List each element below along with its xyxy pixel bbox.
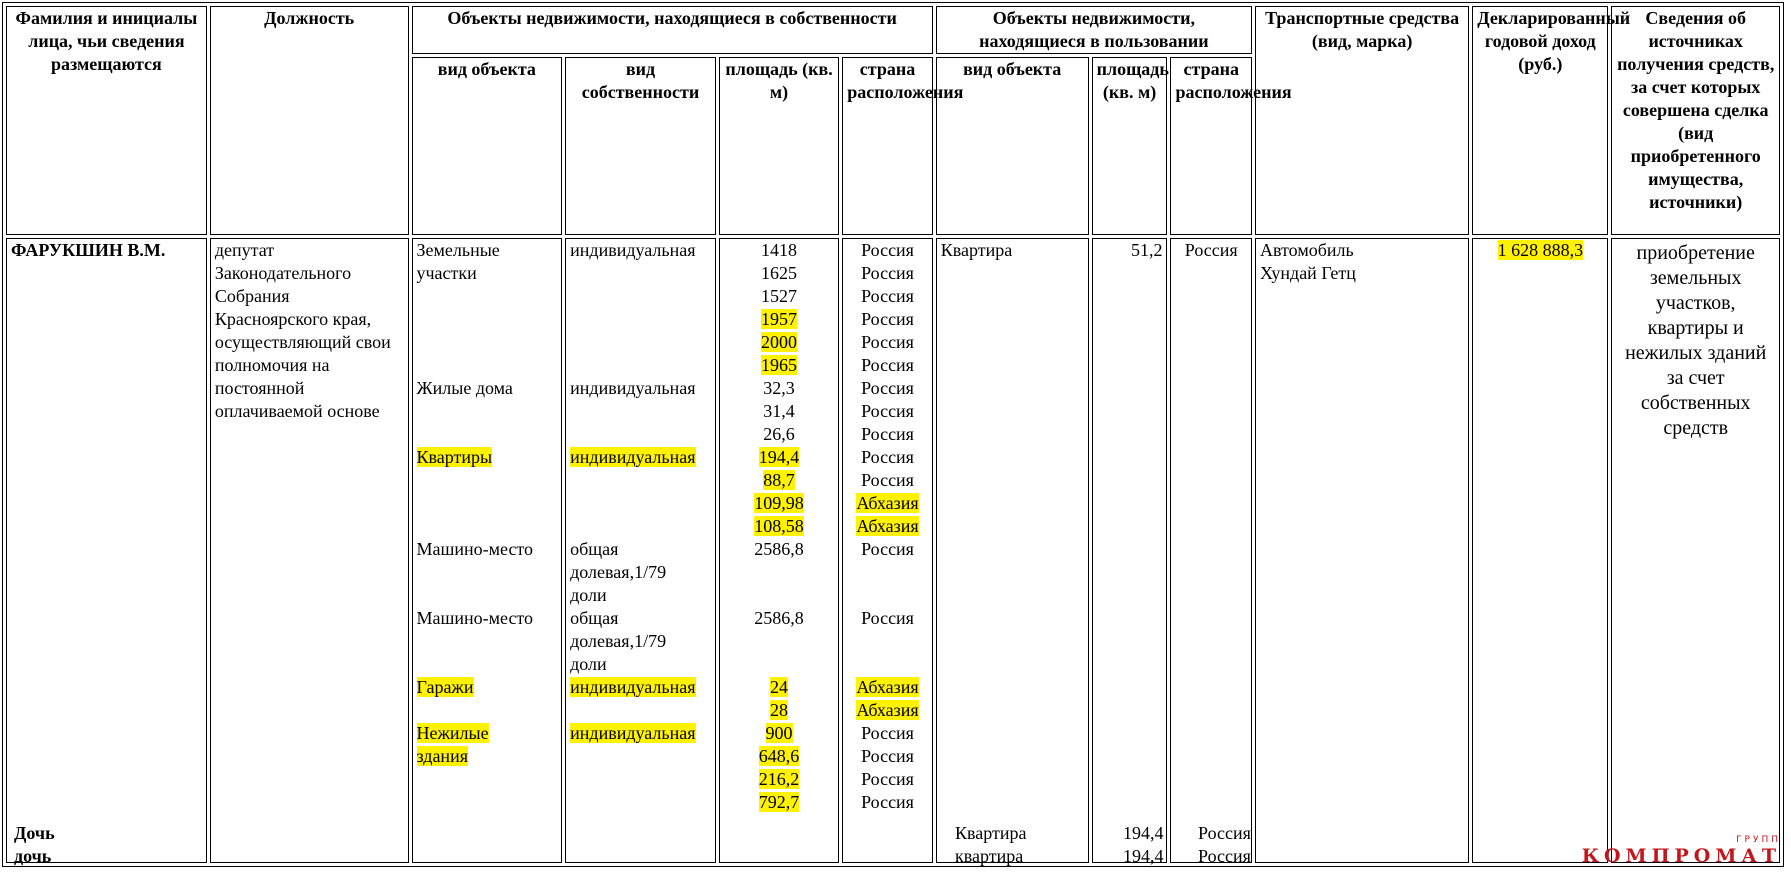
list-line-text: 28 bbox=[770, 700, 789, 720]
list-line-text: индивидуальная bbox=[570, 240, 696, 260]
list-line bbox=[847, 446, 927, 469]
list-line bbox=[417, 676, 558, 699]
list-line bbox=[570, 492, 711, 515]
list-line bbox=[847, 653, 927, 676]
owned-types-list bbox=[412, 238, 563, 863]
family-used-country-1: Россия bbox=[1198, 823, 1251, 843]
list-line-text: участки bbox=[416, 263, 477, 283]
header-owned-ownership: вид собственности bbox=[565, 57, 716, 235]
list-line bbox=[417, 607, 558, 630]
list-line bbox=[417, 308, 558, 331]
list-line bbox=[417, 745, 558, 768]
header-transport: Транспортные средства (вид, марка) bbox=[1255, 6, 1469, 235]
list-line bbox=[847, 745, 927, 768]
list-line bbox=[724, 630, 835, 653]
person-name: ФАРУКШИН В.М. bbox=[11, 240, 166, 260]
list-line bbox=[570, 469, 711, 492]
list-line-text: 648,6 bbox=[758, 746, 800, 766]
list-line bbox=[724, 584, 835, 607]
list-line bbox=[570, 515, 711, 538]
transport-cell bbox=[1255, 238, 1469, 863]
list-line-text: 216,2 bbox=[758, 769, 800, 789]
list-line-text: Машино-место bbox=[416, 608, 534, 628]
list-line-text: 109,98 bbox=[754, 493, 804, 513]
family-used-type-2: квартира bbox=[955, 846, 1024, 866]
list-line bbox=[417, 377, 558, 400]
list-line bbox=[724, 446, 835, 469]
used-col-countries bbox=[1170, 238, 1252, 863]
list-line-text: Россия bbox=[861, 263, 914, 283]
list-line bbox=[847, 584, 927, 607]
list-line bbox=[847, 561, 927, 584]
list-line bbox=[724, 538, 835, 561]
list-line bbox=[847, 607, 927, 630]
list-line bbox=[847, 722, 927, 745]
list-line-text: Россия bbox=[861, 608, 914, 628]
list-line-text: Квартиры bbox=[416, 447, 493, 467]
list-line bbox=[847, 630, 927, 653]
person-position: депутат Законодательного Собрания Красноярского края, осуществляющий свои полномочия на постоянной оплачиваемой основе bbox=[210, 238, 409, 863]
list-line-text: доли bbox=[570, 585, 607, 605]
family-name-2: дочь bbox=[14, 846, 52, 866]
list-line bbox=[847, 354, 927, 377]
areas-list bbox=[719, 238, 840, 863]
list-line bbox=[417, 423, 558, 446]
header-income: Декларированный годовой доход (руб.) bbox=[1472, 6, 1608, 235]
list-line-text: Россия bbox=[861, 286, 914, 306]
list-line bbox=[724, 377, 835, 400]
family-used-area-2: 194,4 bbox=[1123, 846, 1164, 866]
list-line-text: 1965 bbox=[761, 355, 798, 375]
list-line-text: 2586,8 bbox=[754, 539, 804, 559]
header-used-area: площадь (кв. м) bbox=[1092, 57, 1168, 235]
transport-line-1: Автомобиль bbox=[1259, 240, 1354, 260]
list-line-text: 31,4 bbox=[763, 401, 795, 421]
list-line-text: долевая,1/79 bbox=[570, 631, 667, 651]
used-col-types bbox=[936, 238, 1089, 863]
header-sources: Сведения об источниках получения средств, за счет которых совершена сделка (вид приобретенного имущества, источники) bbox=[1611, 6, 1780, 235]
list-line-text: Россия bbox=[861, 470, 914, 490]
list-line bbox=[724, 745, 835, 768]
list-line bbox=[724, 239, 835, 262]
list-line bbox=[724, 262, 835, 285]
list-line bbox=[570, 377, 711, 400]
list-line bbox=[847, 676, 927, 699]
list-line bbox=[724, 791, 835, 814]
list-line-text: 26,6 bbox=[763, 424, 795, 444]
countries-list bbox=[842, 238, 932, 863]
list-line-text: здания bbox=[416, 746, 468, 766]
list-line-text: Россия bbox=[861, 240, 914, 260]
list-line-text: 1957 bbox=[761, 309, 798, 329]
list-line bbox=[570, 354, 711, 377]
list-line bbox=[847, 262, 927, 285]
list-line-text: доли bbox=[570, 654, 607, 674]
list-line bbox=[417, 515, 558, 538]
list-line bbox=[570, 584, 711, 607]
list-line bbox=[570, 653, 711, 676]
list-line bbox=[417, 400, 558, 423]
list-line bbox=[570, 262, 711, 285]
list-line bbox=[570, 446, 711, 469]
list-line bbox=[570, 538, 711, 561]
list-line bbox=[847, 308, 927, 331]
sources-cell: приобретение земельных участков, квартиры и нежилых зданий за счет собственных средств bbox=[1611, 238, 1780, 863]
list-line bbox=[417, 469, 558, 492]
list-line bbox=[847, 699, 927, 722]
list-line bbox=[570, 308, 711, 331]
list-line bbox=[724, 699, 835, 722]
list-line bbox=[724, 492, 835, 515]
list-line bbox=[847, 768, 927, 791]
ownership-kinds-list bbox=[565, 238, 716, 863]
list-line bbox=[417, 538, 558, 561]
list-line-text: 1418 bbox=[761, 240, 798, 260]
list-line-text: 24 bbox=[770, 677, 789, 697]
list-line bbox=[570, 745, 711, 768]
header-used-country: страна расположения bbox=[1170, 57, 1252, 235]
used-col-areas bbox=[1092, 238, 1168, 863]
list-line-text: Россия bbox=[861, 539, 914, 559]
list-line bbox=[724, 423, 835, 446]
list-line bbox=[417, 446, 558, 469]
list-line bbox=[724, 354, 835, 377]
watermark-small: ГРУПП bbox=[1736, 835, 1781, 845]
list-line bbox=[724, 607, 835, 630]
declaration-table bbox=[2, 2, 1784, 867]
list-line bbox=[847, 469, 927, 492]
list-line-text: Машино-место bbox=[416, 539, 534, 559]
income-value: 1 628 888,3 bbox=[1497, 240, 1584, 260]
list-line-text: 2000 bbox=[761, 332, 798, 352]
person-row bbox=[6, 238, 1780, 863]
list-line-text: Жилые дома bbox=[416, 378, 513, 398]
used-country: Россия bbox=[1184, 240, 1238, 260]
list-line bbox=[724, 469, 835, 492]
list-line-text: индивидуальная bbox=[570, 677, 696, 697]
list-line-text: Россия bbox=[861, 332, 914, 352]
list-line bbox=[570, 285, 711, 308]
header-owned-type: вид объекта bbox=[412, 57, 563, 235]
list-line bbox=[570, 722, 711, 745]
list-line bbox=[417, 584, 558, 607]
list-line bbox=[847, 492, 927, 515]
list-line-text: Россия bbox=[861, 355, 914, 375]
header-used-type: вид объекта bbox=[936, 57, 1089, 235]
list-line bbox=[570, 699, 711, 722]
list-line-text: Абхазия bbox=[856, 700, 919, 720]
list-line-text: Россия bbox=[861, 309, 914, 329]
list-line-text: 1527 bbox=[761, 286, 798, 306]
list-line bbox=[724, 331, 835, 354]
list-line-text: Земельные bbox=[416, 240, 500, 260]
list-line-text: Россия bbox=[861, 378, 914, 398]
list-line bbox=[847, 377, 927, 400]
list-line bbox=[417, 331, 558, 354]
header-owned-group: Объекты недвижимости, находящиеся в собственности bbox=[412, 6, 933, 54]
watermark-logo: КОМПРОМАТ bbox=[1581, 845, 1781, 867]
list-line-text: Россия bbox=[861, 447, 914, 467]
list-line-text: индивидуальная bbox=[570, 378, 696, 398]
list-line bbox=[724, 308, 835, 331]
list-line bbox=[417, 262, 558, 285]
family-used-type-1: Квартира bbox=[955, 823, 1027, 843]
list-line bbox=[570, 607, 711, 630]
list-line bbox=[724, 768, 835, 791]
list-line bbox=[724, 515, 835, 538]
list-line-text: Россия bbox=[861, 769, 914, 789]
list-line bbox=[724, 722, 835, 745]
list-line-text: Россия bbox=[861, 424, 914, 444]
list-line-text: 108,58 bbox=[754, 516, 804, 536]
list-line-text: Россия bbox=[861, 746, 914, 766]
list-line-text: общая bbox=[570, 539, 619, 559]
list-line bbox=[417, 354, 558, 377]
list-line-text: Нежилые bbox=[416, 723, 489, 743]
list-line-text: 900 bbox=[765, 723, 793, 743]
list-line bbox=[724, 676, 835, 699]
list-line bbox=[847, 400, 927, 423]
header-used-group: Объекты недвижимости, находящиеся в пользовании bbox=[936, 6, 1252, 54]
list-line-text: Россия bbox=[861, 723, 914, 743]
list-line bbox=[847, 239, 927, 262]
person-name-cell bbox=[6, 238, 207, 863]
list-line bbox=[417, 699, 558, 722]
list-line-text: 792,7 bbox=[758, 792, 800, 812]
family-name-1: Дочь bbox=[14, 823, 55, 843]
list-line bbox=[570, 239, 711, 262]
list-line bbox=[417, 768, 558, 791]
list-line bbox=[724, 653, 835, 676]
list-line bbox=[847, 538, 927, 561]
list-line bbox=[417, 492, 558, 515]
list-line bbox=[417, 653, 558, 676]
list-line-text: общая bbox=[570, 608, 619, 628]
list-line bbox=[417, 630, 558, 653]
header-row-1 bbox=[6, 6, 1780, 54]
list-line bbox=[847, 331, 927, 354]
income-cell bbox=[1472, 238, 1608, 863]
list-line bbox=[417, 561, 558, 584]
list-line bbox=[570, 768, 711, 791]
family-used-area-1: 194,4 bbox=[1123, 823, 1164, 843]
list-line bbox=[847, 791, 927, 814]
list-line-text: Абхазия bbox=[856, 677, 919, 697]
list-line bbox=[417, 285, 558, 308]
used-type: Квартира bbox=[940, 240, 1013, 260]
list-line-text: Россия bbox=[861, 401, 914, 421]
transport-line-2: Хундай Гетц bbox=[1259, 263, 1356, 283]
list-line-text: 88,7 bbox=[763, 470, 795, 490]
list-line bbox=[570, 561, 711, 584]
list-line-text: 194,4 bbox=[758, 447, 800, 467]
header-owned-country: страна расположения bbox=[842, 57, 932, 235]
list-line bbox=[570, 423, 711, 446]
list-line bbox=[847, 285, 927, 308]
list-line-text: 32,3 bbox=[763, 378, 795, 398]
list-line bbox=[570, 630, 711, 653]
header-owned-area: площадь (кв. м) bbox=[719, 57, 840, 235]
list-line bbox=[847, 423, 927, 446]
list-line-text: Гаражи bbox=[416, 677, 474, 697]
family-used-country-2: Россия bbox=[1198, 846, 1251, 866]
list-line-text: 2586,8 bbox=[754, 608, 804, 628]
list-line bbox=[417, 239, 558, 262]
list-line bbox=[724, 400, 835, 423]
list-line bbox=[570, 331, 711, 354]
list-line-text: Абхазия bbox=[856, 493, 919, 513]
header-position: Должность bbox=[210, 6, 409, 235]
list-line-text: долевая,1/79 bbox=[570, 562, 667, 582]
list-line bbox=[724, 561, 835, 584]
list-line-text: Абхазия bbox=[856, 516, 919, 536]
list-line-text: индивидуальная bbox=[570, 447, 696, 467]
list-line-text: Россия bbox=[861, 792, 914, 812]
list-line-text: 1625 bbox=[761, 263, 798, 283]
list-line-text: индивидуальная bbox=[570, 723, 696, 743]
used-area: 51,2 bbox=[1130, 240, 1163, 260]
header-name: Фамилия и инициалы лица, чьи сведения размещаются bbox=[6, 6, 207, 235]
list-line bbox=[417, 722, 558, 745]
list-line bbox=[570, 676, 711, 699]
declaration-table-frame bbox=[2, 2, 1784, 867]
list-line bbox=[570, 400, 711, 423]
list-line bbox=[724, 285, 835, 308]
list-line bbox=[847, 515, 927, 538]
